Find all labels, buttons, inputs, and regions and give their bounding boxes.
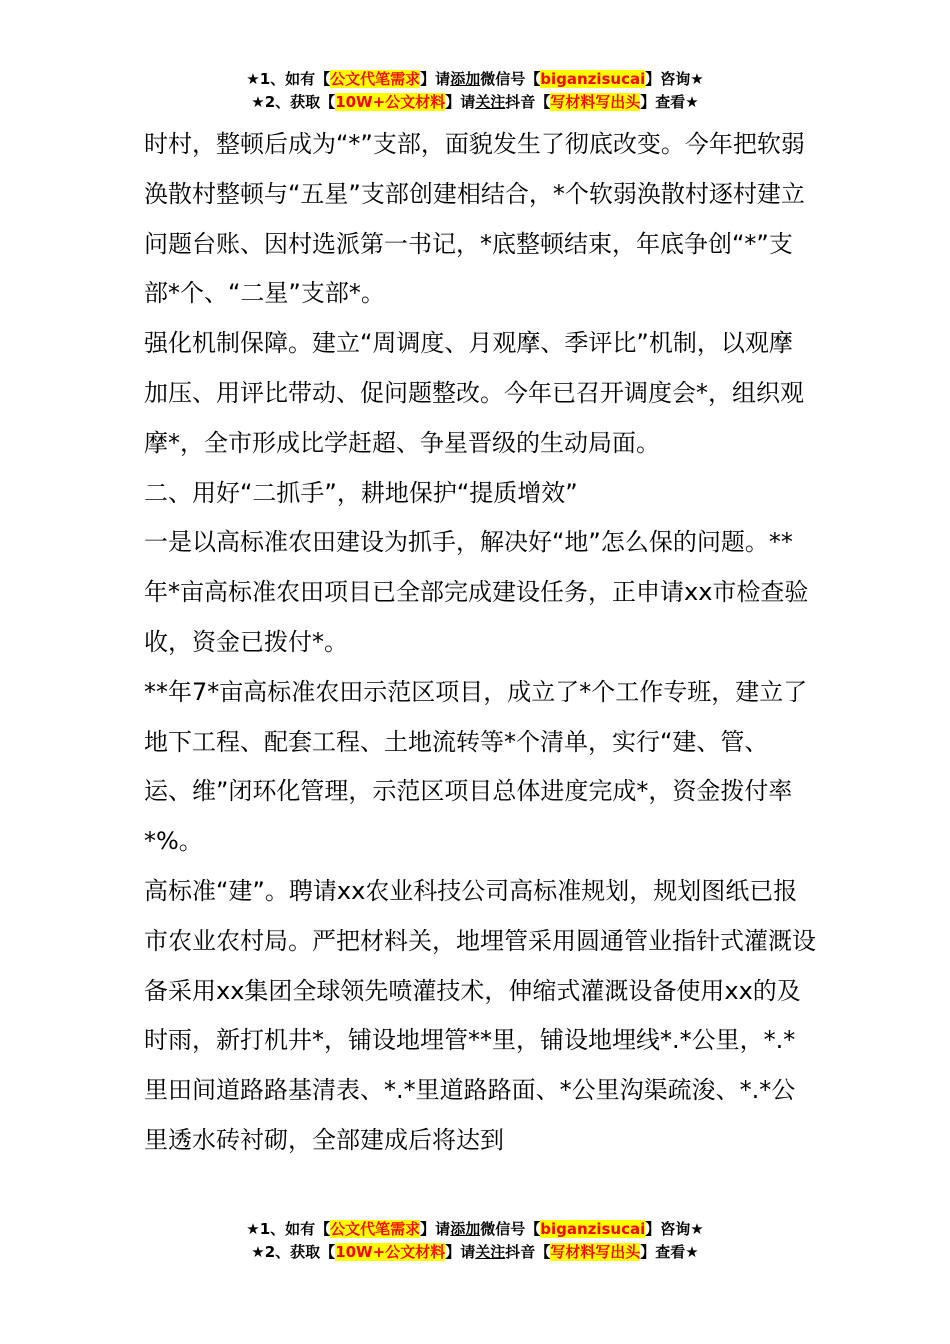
highlight-douyin-account: 写材料写出头	[550, 1243, 641, 1261]
underlined-text: 添加	[450, 70, 481, 88]
banner-text: 】请	[420, 70, 451, 88]
section-heading: 二、用好“二抓手”，耕地保护“提质增效”	[144, 478, 578, 507]
banner-text: 】查看★	[640, 1243, 699, 1261]
underlined-text: 关注	[475, 93, 506, 111]
underlined-text: 添加	[450, 1220, 481, 1238]
banner-text: ★2、获取【	[251, 1243, 336, 1261]
highlight-materials: 10W+公文材料	[335, 1243, 446, 1261]
banner-line-1	[0, 1218, 950, 1241]
footer-banner	[0, 1218, 950, 1264]
banner-text: 】请	[445, 1243, 476, 1261]
banner-text: 微信号【	[480, 70, 541, 88]
banner-text: 】咨询★	[645, 1220, 704, 1238]
header-banner	[0, 68, 950, 114]
banner-text: 】查看★	[640, 93, 699, 111]
banner-text: 微信号【	[480, 1220, 541, 1238]
banner-line-2	[0, 1241, 950, 1264]
banner-line-1	[0, 68, 950, 91]
banner-text: 】请	[420, 1220, 451, 1238]
highlight-materials: 10W+公文材料	[335, 93, 446, 111]
document-body	[144, 120, 816, 1166]
banner-text: 抖音【	[505, 93, 551, 111]
highlight-wechat-id: biganzisucai	[540, 1220, 646, 1238]
paragraph-rectification: 时村，整顿后成为“*”支部，面貌发生了彻底改变。今年把软弱涣散村整顿与“五星”支部创建相结合，*个软弱涣散村逐村建立问题台账、因村选派第一书记，*底整顿结束，年底争创“*”支部*个、“二星”支部*。	[144, 130, 805, 308]
banner-text: 抖音【	[505, 1243, 551, 1261]
underlined-text: 关注	[475, 1243, 506, 1261]
highlight-service: 公文代笔需求	[330, 1220, 421, 1238]
banner-text: ★2、获取【	[251, 93, 336, 111]
highlight-service: 公文代笔需求	[330, 70, 421, 88]
banner-text: ★1、如有【	[246, 70, 331, 88]
banner-text: 】咨询★	[645, 70, 704, 88]
highlight-wechat-id: biganzisucai	[540, 70, 646, 88]
paragraph-mechanism: 强化机制保障。建立“周调度、月观摩、季评比”机制，以观摩加压、用评比带动、促问题整改。今年已召开调度会*，组织观摩*，全市形成比学赶超、争星晋级的生动局面。	[144, 329, 804, 457]
banner-text: ★1、如有【	[246, 1220, 331, 1238]
paragraph-high-standard-build: 高标准“建”。聘请xx农业科技公司高标准规划，规划图纸已报市农业农村局。严把材料关，地埋管采用圆通管业指针式灌溉设备采用xx集团全球领先喷灌技术，伸缩式灌溉设备使用xx的及时雨，新打机井*，铺设地埋管**里，铺设地埋线*.*公里，*.*里田间道路路基清表、*.*里道路路面、*公里沟渠疏浚、*.*公里透水砖衬砌，全部建成后将达到	[144, 876, 816, 1154]
highlight-douyin-account: 写材料写出头	[550, 93, 641, 111]
banner-text: 】请	[445, 93, 476, 111]
banner-line-2	[0, 91, 950, 114]
paragraph-demonstration-zone: **年7*亩高标准农田示范区项目，成立了*个工作专班，建立了地下工程、配套工程、土地流转等*个清单，实行“建、管、运、维”闭环化管理，示范区项目总体进度完成*，资金拨付率*%。	[144, 677, 808, 856]
paragraph-farmland-construction: 一是以高标准农田建设为抓手，解决好“地”怎么保的问题。**年*亩高标准农田项目已全部完成建设任务，正申请xx市检查验收，资金已拨付*。	[144, 528, 809, 656]
